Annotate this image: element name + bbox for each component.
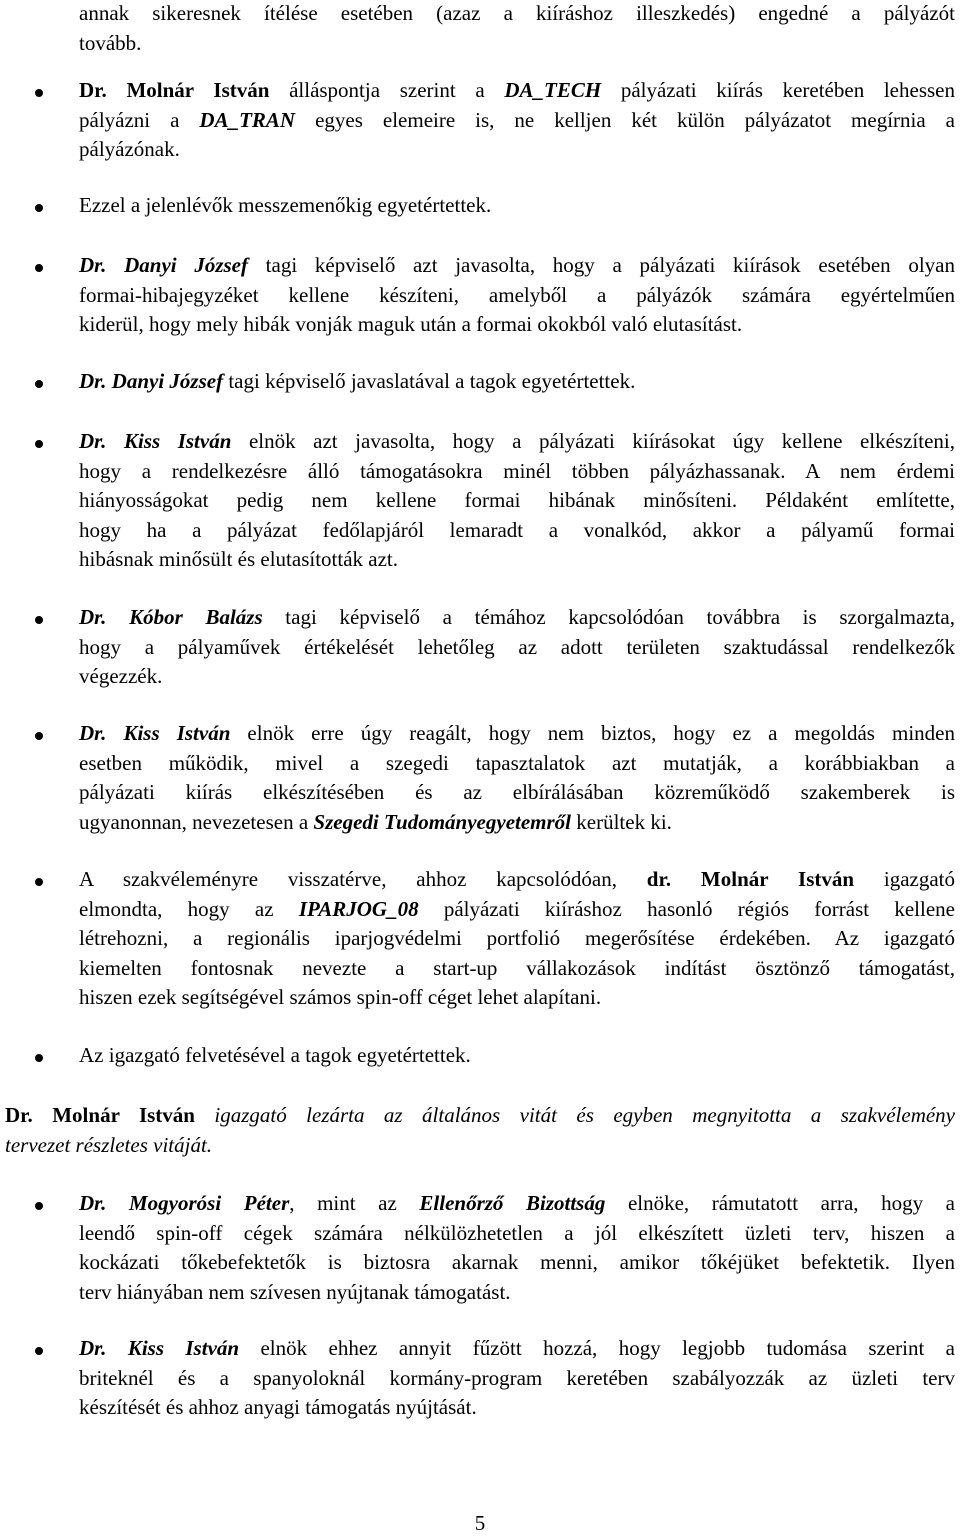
bullet-icon bbox=[35, 1202, 43, 1210]
text-line bbox=[79, 0, 955, 29]
text-line bbox=[79, 427, 955, 457]
text-line bbox=[79, 924, 955, 954]
text-line bbox=[79, 251, 955, 281]
text-segment: Ezzel a jelenlévők messzemenőkig egyetértettek. bbox=[79, 193, 492, 217]
bullet-icon bbox=[35, 616, 43, 624]
text-segment: esetben működik, mivel a szegedi tapasztalatok azt mutatják, a korábbiakban a bbox=[79, 750, 955, 775]
text-line bbox=[79, 983, 955, 1013]
emphasis-text: Dr. Molnár István bbox=[5, 1103, 195, 1127]
text-line bbox=[79, 1278, 955, 1308]
bullet-icon bbox=[35, 732, 43, 740]
text-segment: hiszen ezek segítségével számos spin-off céget lehet alapítani. bbox=[79, 985, 602, 1009]
text-line bbox=[79, 808, 955, 838]
text-line bbox=[79, 1189, 955, 1219]
text-segment: létrehozni, a regionális iparjogvédelmi portfolió megerősítése érdekében. Az igazgató bbox=[79, 926, 955, 950]
text-segment: kockázati tőkebefektetők is biztosra akarnak menni, amikor tőkéjüket befektetik. Ilyen bbox=[79, 1250, 955, 1274]
text-segment: pályázni a bbox=[79, 107, 200, 132]
text-line bbox=[79, 191, 955, 221]
text-segment: egyes elemeire is, ne kelljen két külön pályázatot megírnia a bbox=[295, 107, 955, 132]
text-segment: végezzék. bbox=[79, 664, 163, 688]
text-line bbox=[79, 106, 955, 136]
emphasis-text: Dr. Kóbor Balázs bbox=[79, 605, 263, 629]
text-line bbox=[5, 1101, 955, 1131]
text-line bbox=[79, 135, 955, 165]
text-line bbox=[79, 281, 955, 311]
text-line bbox=[79, 76, 955, 106]
text-line bbox=[79, 895, 955, 925]
bullet-icon bbox=[35, 440, 43, 448]
text-segment: hogy ha a pályázat fedőlapjáról lemaradt a vonalkód, akkor a pályamű formai bbox=[79, 517, 955, 542]
bullet-icon bbox=[35, 878, 43, 886]
text-line bbox=[79, 367, 955, 397]
text-line bbox=[79, 545, 955, 575]
bullet-icon bbox=[35, 204, 43, 212]
text-segment: Az igazgató felvetésével a tagok egyetértettek. bbox=[79, 1043, 471, 1067]
emphasis-text: Dr. Danyi József bbox=[79, 369, 224, 393]
page-number: 5 bbox=[474, 1511, 486, 1535]
emphasis-text: Dr. Kiss István bbox=[79, 721, 231, 745]
bullet-icon bbox=[35, 264, 43, 272]
text-line bbox=[79, 1219, 955, 1249]
text-line bbox=[79, 1364, 955, 1394]
text-segment: hogy a rendelkezésre álló támogatásokra minél többen pályázhassanak. A nem érdemi bbox=[79, 458, 955, 483]
text-segment: elmondta, hogy az bbox=[79, 896, 299, 921]
text-line bbox=[79, 633, 955, 663]
text-line bbox=[5, 1131, 955, 1161]
text-line bbox=[79, 516, 955, 546]
text-line bbox=[79, 310, 955, 340]
text-segment: ugyanonnan, nevezetesen a bbox=[79, 809, 314, 834]
text-line bbox=[79, 662, 955, 692]
text-segment: tervezet részletes vitáját. bbox=[5, 1132, 213, 1157]
text-segment: álláspontja szerint a bbox=[269, 78, 505, 102]
text-segment: igazgató lezárta az általános vitát és egyben megnyitotta a szakvélemény bbox=[194, 1103, 955, 1127]
text-segment: elnöke, rámutatott arra, hogy a bbox=[605, 1191, 955, 1215]
text-segment: annak sikeresnek ítélése esetében (azaz a kiíráshoz illeszkedés) engedné a pályázót bbox=[79, 1, 955, 25]
text-segment: leendő spin-off cégek számára nélkülözhetetlen a jól elkészített üzleti terv, hiszen a bbox=[79, 1220, 955, 1245]
text-segment: pályázónak. bbox=[79, 137, 180, 161]
text-line bbox=[79, 603, 955, 633]
emphasis-text: Dr. Danyi József bbox=[79, 253, 248, 277]
text-line bbox=[79, 1393, 955, 1423]
text-segment: kiemelten fontosnak nevezte a start-up vállakozások indítást ösztönző támogatást, bbox=[79, 955, 955, 980]
text-line bbox=[79, 486, 955, 516]
text-segment: hogy a pályaművek értékelését lehetőleg az adott területen szaktudással rendelkezők bbox=[79, 634, 955, 659]
text-segment: tagi képviselő javaslatával a tagok egyetértettek. bbox=[223, 369, 636, 393]
bullet-icon bbox=[35, 89, 43, 97]
text-segment: , mint az bbox=[289, 1191, 420, 1215]
text-segment: elnök ehhez annyit fűzött hozzá, hogy legjobb tudomása szerint a bbox=[239, 1336, 956, 1360]
text-segment: kerültek ki. bbox=[571, 809, 672, 834]
emphasis-text: IPARJOG_08 bbox=[298, 896, 419, 921]
text-line bbox=[79, 954, 955, 984]
text-segment: terv hiányában nem szívesen nyújtanak támogatást. bbox=[79, 1279, 511, 1304]
text-segment: tagi képviselő a témához kapcsolódóan továbbra is szorgalmazta, bbox=[262, 605, 956, 629]
emphasis-text: Dr. Kiss István bbox=[79, 429, 232, 453]
text-segment: pályázati kiírás elkészítésében és az elbírálásában közreműködő szakemberek is bbox=[79, 780, 955, 804]
text-segment: igazgató bbox=[854, 867, 955, 891]
text-segment: kiderül, hogy mely hibák vonják maguk után a formai okokból való elutasítást. bbox=[79, 312, 743, 336]
text-line bbox=[79, 457, 955, 487]
bullet-icon bbox=[35, 380, 43, 388]
text-segment: készítését és ahhoz anyagi támogatás nyújtását. bbox=[79, 1395, 477, 1419]
emphasis-text: dr. Molnár István bbox=[646, 867, 855, 891]
text-segment: tagi képviselő azt javasolta, hogy a pályázati kiírások esetében olyan bbox=[247, 253, 955, 277]
text-segment: hiányosságokat pedig nem kellene formai hibának minősíteni. Példaként említette, bbox=[79, 488, 955, 512]
text-segment: hibásnak minősült és elutasították azt. bbox=[79, 547, 399, 571]
text-segment: formai-hibajegyzéket kellene készíteni, amelyből a pályázók számára egyértelműen bbox=[79, 282, 955, 307]
text-line bbox=[79, 719, 955, 749]
bullet-icon bbox=[35, 1347, 43, 1355]
text-line bbox=[79, 1248, 955, 1278]
text-segment: tovább. bbox=[79, 30, 142, 55]
text-segment: elnök erre úgy reagált, hogy nem biztos, hogy ez a megoldás minden bbox=[230, 721, 955, 745]
emphasis-text: DA_TECH bbox=[504, 78, 602, 102]
emphasis-text: Dr. Mogyorósi Péter bbox=[79, 1191, 290, 1215]
text-segment: A szakvéleményre visszatérve, ahhoz kapcsolódóan, bbox=[79, 867, 647, 891]
text-line bbox=[79, 778, 955, 808]
text-line bbox=[79, 865, 955, 895]
bullet-icon bbox=[35, 1054, 43, 1062]
text-line bbox=[79, 29, 955, 59]
text-line bbox=[79, 1334, 955, 1364]
text-segment: pályázati kiíráshoz hasonló régiós forrást kellene bbox=[418, 896, 955, 921]
emphasis-text: DA_TRAN bbox=[199, 107, 296, 132]
emphasis-text: Dr. Kiss István bbox=[79, 1336, 240, 1360]
emphasis-text: Szegedi Tudományegyetemről bbox=[313, 809, 572, 834]
text-line bbox=[79, 749, 955, 779]
emphasis-text: Ellenőrző Bizottság bbox=[419, 1191, 606, 1215]
text-segment: elnök azt javasolta, hogy a pályázati kiírásokat úgy kellene elkészíteni, bbox=[231, 429, 956, 453]
text-segment: pályázati kiírás keretében lehessen bbox=[601, 78, 955, 102]
text-segment: briteknél és a spanyoloknál kormány-program keretében szabályozzák az üzleti terv bbox=[79, 1365, 955, 1390]
text-line bbox=[79, 1041, 955, 1071]
emphasis-text: Dr. Molnár István bbox=[79, 78, 270, 102]
